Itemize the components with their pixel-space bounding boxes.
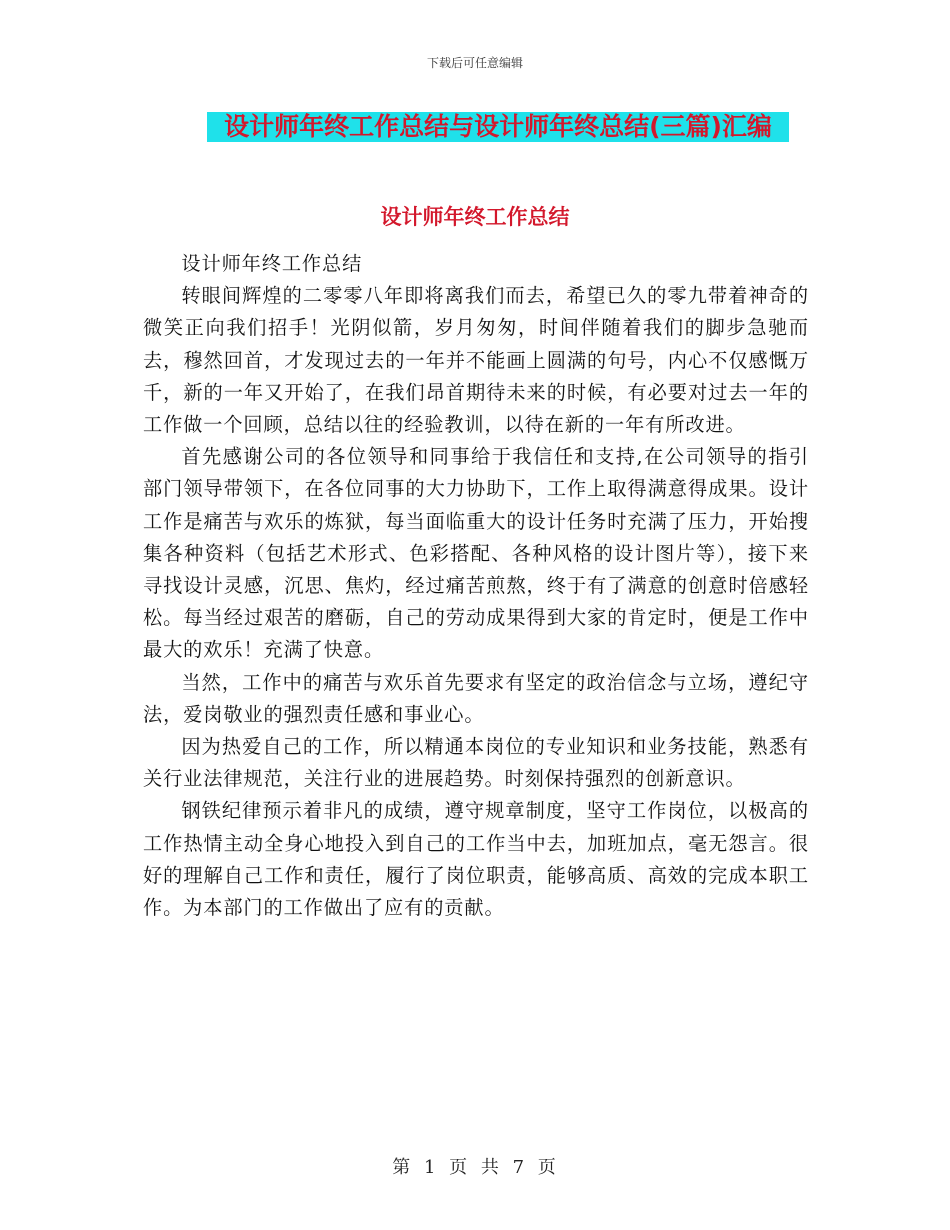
paragraph: 当然，工作中的痛苦与欢乐首先要求有坚定的政治信念与立场，遵纪守法，爱岗敬业的强烈责任感和事业心。	[143, 670, 809, 726]
page-number-footer: 第 1 页 共 7 页	[392, 1157, 558, 1178]
paragraph-subtitle: 设计师年终工作总结	[181, 252, 363, 275]
paragraph: 因为热爱自己的工作，所以精通本岗位的专业知识和业务技能，熟悉有关行业法律规范，关注行业的进展趋势。时刻保持强烈的创新意识。	[143, 735, 809, 791]
paragraph: 钢铁纪律预示着非凡的成绩，遵守规章制度，坚守工作岗位，以极高的工作热情主动全身心地投入到自己的工作当中去，加班加点，毫无怨言。很好的理解自己工作和责任，履行了岗位职责，能够高质、高效的完成本职工作。为本部门的工作做出了应有的贡献。	[143, 799, 809, 920]
paragraph: 首先感谢公司的各位领导和同事给于我信任和支持,在公司领导的指引部门领导带领下，在各位同事的大力协助下，工作上取得满意得成果。设计工作是痛苦与欢乐的炼狱，每当面临重大的设计任务时充满了压力，开始搜集各种资料（包括艺术形式、色彩搭配、各种风格的设计图片等），接下来寻找设计灵感，沉思、焦灼，经过痛苦煎熬，终于有了满意的创意时倍感轻松。每当经过艰苦的磨砺，自己的劳动成果得到大家的肯定时，便是工作中最大的欢乐！充满了快意。	[143, 445, 809, 662]
paragraph: 转眼间辉煌的二零零八年即将离我们而去，希望已久的零九带着神奇的微笑正向我们招手！光阴似箭，岁月匆匆，时间伴随着我们的脚步急驰而去，穆然回首，才发现过去的一年并不能画上圆满的句号，内心不仅感慨万千，新的一年又开始了，在我们昂首期待未来的时候，有必要对过去一年的工作做一个回顾，总结以往的经验教训，以待在新的一年有所改进。	[143, 284, 809, 437]
body-text	[143, 248, 809, 924]
document-title: 设计师年终工作总结与设计师年终总结(三篇)汇编	[207, 112, 789, 142]
header-note: 下载后可任意编辑	[426, 56, 523, 70]
section-title: 设计师年终工作总结	[380, 205, 570, 229]
